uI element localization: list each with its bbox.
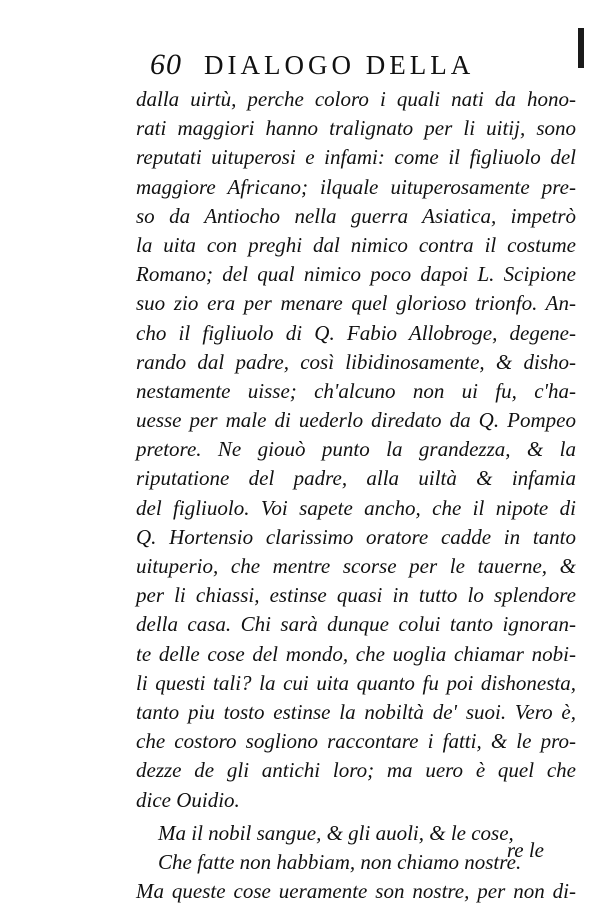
text-line: uituperio, che mentre scorse per le tauerne, & [136, 554, 576, 578]
catchword: re le [506, 838, 544, 862]
text-line: uesse per male di uederlo diredato da Q. Pompeo [136, 408, 576, 433]
text-line: li questi tali? la cui uita quanto fu poi dishonesta, [136, 670, 576, 695]
text-line: pretore. Ne giouò punto la grandezza, & la [136, 437, 576, 462]
text-line: suo zio era per menare quel glorioso trionfo. An- [136, 291, 576, 316]
text-line: della casa. Chi sarà dunque colui tanto ignoran- [136, 612, 576, 637]
text-line: so da Antiocho nella guerra Asiatica, impetrò [136, 203, 576, 228]
text-line: rando dal padre, così libidinosamente, & disho- [136, 349, 576, 374]
text-line: nestamente uisse; ch'alcuno non ui fu, c'ha- [136, 378, 576, 403]
text-line: rati maggiori hanno tralignato per li uitij, sono [136, 116, 576, 141]
text-line: dezze de gli antichi loro; ma uero è quel che [136, 758, 576, 783]
text-line: che costoro sogliono raccontare i fatti, & le pro- [136, 729, 576, 754]
text-line: dice Ouidio. [136, 787, 240, 812]
page-header [150, 48, 474, 88]
text-line: Romano; del qual nimico poco dapoi L. Scipione [136, 262, 576, 287]
text-line: del figliuolo. Voi sapete ancho, che il nipote di [136, 495, 576, 520]
text-line: reputati uituperosi e infami: come il figliuolo del [136, 145, 576, 170]
body-text [136, 85, 576, 906]
text-line: cho il figliuolo di Q. Fabio Allobroge, degene- [136, 320, 576, 345]
verse-line: Ma il nobil sangue, & gli auoli, & le cose, [158, 820, 514, 845]
text-line: te delle cose del mondo, che uoglia chiamar nobi- [136, 641, 576, 666]
text-line: maggiore Africano; ilquale uituperosamente pre- [136, 174, 576, 199]
text-line: per li chiassi, estinse quasi in tutto lo splendore [136, 583, 576, 608]
text-line: la uita con preghi dal nimico contra il costume [136, 232, 576, 257]
verse-line: Che fatte non habbiam, non chiamo nostre. [158, 849, 522, 874]
binding-edge-mark [578, 28, 584, 68]
page-number: 60 [150, 48, 182, 81]
text-line: Q. Hortensio clarissimo oratore cadde in tanto [136, 524, 576, 549]
text-line: tanto piu tosto estinse la nobiltà de' suoi. Vero è, [136, 699, 576, 724]
text-line: riputatione del padre, alla uiltà & infamia [136, 466, 576, 491]
running-title: DIALOGO DELLA [204, 50, 475, 80]
closing-line: Ma queste cose ueramente son nostre, per non di- [136, 879, 576, 904]
text-line: dalla uirtù, perche coloro i quali nati da hono- [136, 87, 576, 111]
